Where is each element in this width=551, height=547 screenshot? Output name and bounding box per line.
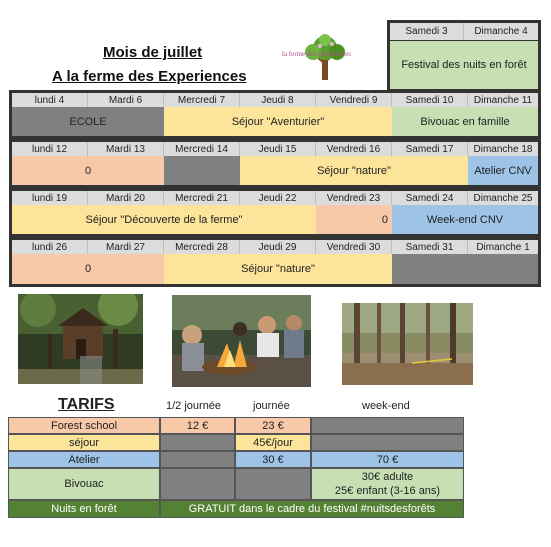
page-subtitle: A la ferme des Experiences [52,68,247,85]
day-header: Samedi 3 [390,23,464,40]
tarifs-table [8,417,464,519]
price-cell-bivouac [311,468,464,500]
price-adult: 30€ adulte [361,471,414,483]
day-header: Jeudi 22 [240,191,316,205]
price-cell: 23 € [235,417,311,434]
day-header: Jeudi 15 [240,142,316,156]
event-sejour-nature: Séjour "nature" [164,254,392,284]
free-festival-cell: GRATUIT dans le cadre du festival #nuitsdesforêts [160,500,464,518]
event-sejour-aventurier: Séjour "Aventurier" [164,107,392,136]
event-atelier-cnv: Atelier CNV [468,156,538,185]
day-header: lundi 12 [12,142,88,156]
day-header: Mardi 27 [88,240,164,254]
event-empty-zero: 0 [12,254,164,284]
price-cell: 45€/jour [235,434,311,451]
event-bivouac: Bivouac en famille [392,107,538,136]
price-cell-empty [160,434,235,451]
day-header: Mercredi 28 [164,240,240,254]
price-cell-empty [311,417,464,434]
day-header: Samedi 10 [392,93,468,107]
day-header: Mercredi 14 [164,142,240,156]
page-title: Mois de juillet [103,44,203,61]
tarifs-title: TARIFS [58,396,115,413]
day-header: Vendredi 9 [316,93,392,107]
event-ecole: ECOLE [12,107,164,136]
event-sejour-nature: Séjour "nature" [240,156,468,185]
price-cell: 30 € [235,451,311,468]
event-blocked [164,156,240,185]
day-header: Mardi 13 [88,142,164,156]
campfire-photo [172,295,311,387]
price-cell-empty [160,468,235,500]
day-header: Mardi 20 [88,191,164,205]
day-header: Mercredi 7 [164,93,240,107]
col-header-day: journée [253,400,290,412]
row-label: Atelier [8,451,160,468]
day-header: Vendredi 30 [316,240,392,254]
day-header: lundi 19 [12,191,88,205]
festival-weekend-block [387,20,541,92]
price-cell: 12 € [160,417,235,434]
day-header: Jeudi 8 [240,93,316,107]
event-weekend-cnv: Week-end CNV [392,205,538,234]
price-cell-empty [235,468,311,500]
price-child: 25€ enfant (3-16 ans) [334,485,441,497]
day-header: lundi 26 [12,240,88,254]
day-header: lundi 4 [12,93,88,107]
col-header-weekend: week-end [362,400,410,412]
row-label: Forest school [8,417,160,434]
price-cell: 70 € [311,451,464,468]
day-header: Dimanche 25 [468,191,538,205]
forest-photo [342,303,473,385]
day-header: Mercredi 21 [164,191,240,205]
week-row [9,237,541,287]
row-label: Bivouac [8,468,160,500]
price-cell-empty [160,451,235,468]
week-row [9,188,541,237]
week-row [9,139,541,188]
day-header: Dimanche 4 [464,23,538,40]
event-empty-zero: 0 [12,156,164,185]
week-row [9,90,541,139]
event-blocked [392,254,538,284]
farm-logo [280,34,372,84]
day-header: Samedi 31 [392,240,468,254]
day-header: Jeudi 29 [240,240,316,254]
day-header: Dimanche 11 [468,93,538,107]
col-header-half-day: 1/2 journée [166,400,222,412]
tree-logo-icon [280,34,372,84]
price-cell-empty [311,434,464,451]
treehouse-photo [18,294,143,384]
event-empty-zero: 0 [316,205,392,234]
day-header: Dimanche 18 [468,142,538,156]
row-label: Nuits en forêt [8,500,160,518]
festival-event: Festival des nuits en forêt [390,40,538,89]
logo-text: la ferme des expériences [282,50,351,58]
day-header: Samedi 17 [392,142,468,156]
day-header: Mardi 6 [88,93,164,107]
event-sejour-decouverte: Séjour "Découverte de la ferme" [12,205,316,234]
day-header: Samedi 24 [392,191,468,205]
day-header: Vendredi 16 [316,142,392,156]
day-header: Dimanche 1 [468,240,538,254]
row-label: séjour [8,434,160,451]
day-header: Vendredi 23 [316,191,392,205]
